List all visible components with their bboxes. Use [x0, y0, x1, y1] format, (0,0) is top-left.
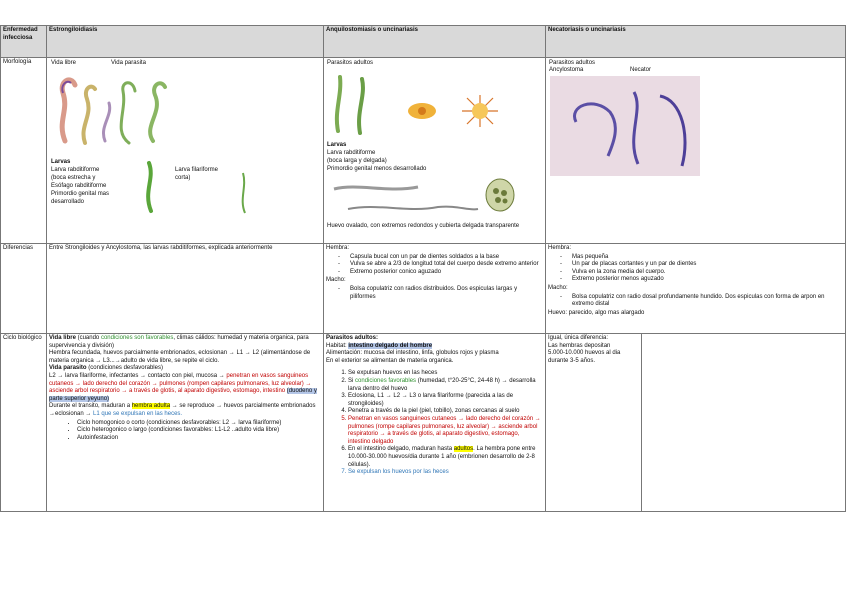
label-larva-fil-2: corta) — [175, 175, 191, 181]
anq-larvae-and-egg-illustration — [328, 175, 528, 223]
row-morfologia — [1, 58, 846, 244]
anq-ciclo-cell — [324, 334, 546, 512]
estr-p5 — [49, 403, 321, 418]
label-anq-adultos: Parasitos adultos — [327, 60, 374, 66]
anq-i6-hl: adultos — [453, 446, 474, 453]
list-item: - Capsula bucal con un par de dientes soldados a la base — [338, 254, 543, 262]
label-larvas-estr: Larvas — [51, 159, 71, 165]
label-larva-rab-1: Larva rabditiforme — [51, 167, 100, 173]
list-item: - Bolsa copulatriz con radio dosal profundamente hundido. Dos espiculas con forma de arpon en extremo distal — [560, 294, 843, 309]
label-anq-l1: Larva rabditiforme — [327, 150, 376, 156]
estr-ciclo-cell — [47, 334, 324, 512]
estr-p2: Hembra fecundada, huevos parcialmente embrionados, eclosionan → L1 → L2 (alimentándose de materia organica → L3...→adulto de vida libre, se repite el ciclo. — [49, 350, 311, 364]
list-item: • Ciclo heterogonico o largo (condiciones favorables: L1-L2 ..adulto vida libre) — [77, 427, 321, 435]
estr-p4 — [49, 373, 321, 403]
nec-macho-list — [548, 294, 843, 309]
estr-diferencias-cell — [47, 244, 324, 334]
anq-i2-green: condiciones favorables — [355, 377, 417, 384]
list-item: - Extremo posterior menos aguzado — [560, 276, 843, 284]
row-ciclo — [1, 334, 846, 512]
row-label-ciclo: Ciclo biológico — [1, 334, 47, 512]
nec-ciclo-l2: Las hembras depositan — [548, 342, 611, 349]
label-larva-rab-4: Primordio genital mas — [51, 191, 110, 197]
anq-i6-a: En el intestino delgado, maduran hasta — [348, 446, 454, 453]
rhabditiform-larva-image — [135, 159, 165, 215]
anq-alimentacion: Alimentación: mucosa del intestino, linfa, globulos rojos y plasma — [326, 350, 499, 357]
anq-diferencias-cell — [324, 244, 546, 334]
anq-ciclo-steps — [326, 370, 543, 476]
label-nec-adultos: Parasitos adultos — [549, 60, 596, 66]
nec-diferencias-cell — [546, 244, 846, 334]
ancylostoma-necator-micrograph — [550, 76, 700, 176]
nec-ciclo-l3: 5.000-10.000 huevos al dia — [548, 350, 621, 357]
anq-i2-a: Si — [348, 377, 356, 384]
list-item: 1. Se expulsan huevos en las heces — [348, 370, 543, 378]
anq-habitat — [326, 343, 543, 351]
anq-habitat-hl: intestino delgado del hombre — [348, 342, 433, 349]
list-item: 7. Se expulsan los huevos por las heces — [348, 469, 543, 477]
row-label-diferencias: Diferencias — [1, 244, 47, 334]
list-item: 5. Penetran en vasos sanguineos cutaneos → lado derecho del corazón → pulmones (rompe capilares pulmonares, luz alveolar) → asciende arbol respiratorio → a través de glotis, al aparato digestivo, estomago, intestino delgado — [348, 416, 543, 446]
header-necatoriasis: Necatoriasis o uncinariasis — [546, 26, 846, 58]
label-vida-libre: Vida libre — [51, 60, 76, 66]
nec-ciclo-l1: Igual, única diferencia: — [548, 335, 609, 341]
ancylostoma-adults-illustration — [328, 71, 528, 141]
estr-vp-a: (condiciones desfavorables) — [86, 365, 163, 372]
header-estrongiloidiasis: Estrongiloidiasis — [47, 26, 324, 58]
list-item: • Ciclo homogonico o corto (condiciones desfavorables: L2 → larva filariforme) — [77, 420, 321, 428]
anq-morfologia-cell — [324, 58, 546, 244]
estr-p5-a: Durante el transito, maduran a — [49, 403, 132, 410]
list-item: • Autoinfestacion — [77, 435, 321, 443]
estr-p5-hl: hembra adulta — [131, 403, 171, 410]
comparison-table — [0, 25, 846, 512]
nec-macho-title: Macho: — [548, 284, 568, 291]
estr-vp-title: Vida parasito — [49, 365, 87, 372]
estr-vida-libre-para — [49, 335, 321, 350]
list-item: - Un par de placas cortantes y un par de dientes — [560, 261, 843, 269]
label-anq-larvas: Larvas — [327, 142, 347, 148]
anq-habitat-a: Habitat: — [326, 342, 349, 349]
anq-hembra-list — [326, 254, 543, 277]
list-item — [348, 446, 543, 469]
nec-morfologia-cell — [546, 58, 846, 244]
label-anq-l3: Primordio genital menos desarrollado — [327, 166, 427, 172]
estr-p4-hl: (duodeno y parte superior yeyuno) — [49, 388, 317, 402]
header-anquilostomiasis: Anquilostomiasis o uncinariasis — [324, 26, 546, 58]
estr-p4-red: penetran en vasos sanguineos cutaneos → lado derecho del corazón → pulmones (rompen capilares pulmonares, luz alveolar) → asciende arbol respiratorio → a través de glotis, al aparato digestivo, estomago, intestino — [49, 372, 312, 395]
label-larva-rab-2: (boca estrecha y — [51, 175, 96, 181]
list-item: 3. Eclosiona, L1 → L2 → L3 o larva filariforme (parecida a las de strongiloides) — [348, 393, 543, 408]
estr-morfologia-cell — [47, 58, 324, 244]
anq-i6-b: . La hembra pone entre 10.000-30.000 huevos/dia durante 1 año (embrionen desarrollo de 2-8 células). — [348, 446, 536, 468]
empty-ciclo-cell — [642, 334, 846, 512]
nec-ciclo-l4: durante 3-5 años. — [548, 357, 596, 364]
strongyloides-adults-illustration — [51, 71, 171, 151]
nec-hembra-title: Hembra: — [548, 245, 572, 251]
estr-vl-b: , climas cálidos: humedad y materia organica, para supervivencia y división) — [49, 335, 309, 349]
estr-p5-b: → se reproduce → huevos parcialmente embrionados →eclosionan → — [49, 403, 316, 417]
estr-vl-title: Vida libre — [49, 335, 76, 341]
estr-vida-parasito-para — [49, 365, 321, 373]
estr-p4-a: L2 → larva filariforme, infectantes → contacto con piel, mucosa → — [49, 372, 227, 379]
label-anq-huevo: Huevo ovalado, con extremos redondos y cubierta delgada transparente — [327, 223, 520, 229]
estr-vl-green: condiciones son favorables — [100, 335, 174, 341]
label-nec-ancylostoma: Ancylostoma — [549, 67, 584, 73]
label-larva-rab-3: Esófago rabditiforme — [51, 183, 107, 189]
list-item: - Mas pequeña — [560, 254, 843, 262]
filariform-larva-image — [231, 169, 257, 217]
nec-huevo-text: Huevo: parecido, algo mas alargado — [548, 309, 645, 316]
nec-ciclo-cell — [546, 334, 642, 512]
header-row — [1, 26, 846, 58]
list-item: 4. Penetra a través de la piel (piel, tobillo), zonas cercanas al suelo — [348, 408, 543, 416]
row-diferencias — [1, 244, 846, 334]
anq-hembra-title: Hembra: — [326, 245, 350, 251]
label-nec-necator: Necator — [630, 67, 652, 73]
nec-hembra-list — [548, 254, 843, 284]
anq-macho-list — [326, 286, 543, 301]
list-item — [348, 378, 543, 393]
list-item: - Vulva en la zona media del cuerpo. — [560, 269, 843, 277]
label-larva-rab-5: desarrollado — [51, 199, 85, 205]
estr-p5-blue: L1 que se expulsan en las heces. — [93, 410, 183, 417]
anq-ciclo-title: Parasitos adultos: — [326, 335, 379, 341]
row-label-morfologia: Morfología — [1, 58, 47, 244]
list-item: - Bolsa copulatriz con radios distribuidos. Dos espiculas largas y piliformes — [338, 286, 543, 301]
list-item: - Extremo posterior conico aguzado — [338, 269, 543, 277]
estr-vl-a: (cuando — [75, 335, 101, 341]
anq-macho-title: Macho: — [326, 277, 346, 284]
list-item: - Vulva se abre a 2/3 de longitud total del cuerpo desde extremo anterior — [338, 261, 543, 269]
anq-i2-b: (humedad, t°20-25°C, 24-48 h) → desarrolla larva dentro del huevo — [348, 377, 536, 392]
estr-ciclo-bullets — [49, 420, 321, 443]
label-anq-l2: (boca larga y delgada) — [327, 158, 387, 164]
header-disease: Enfermedad infecciosa — [1, 26, 47, 58]
estr-diferencias-text: Entre Strongiloides y Ancylostoma, las larvas rabditiformes, explicada anteriormente — [49, 245, 273, 251]
label-vida-parasita: Vida parasita — [111, 60, 146, 66]
label-larva-fil-1: Larva filariforme — [175, 167, 219, 173]
anq-exterior: En el exterior se alimentan de materia organica. — [326, 357, 454, 364]
